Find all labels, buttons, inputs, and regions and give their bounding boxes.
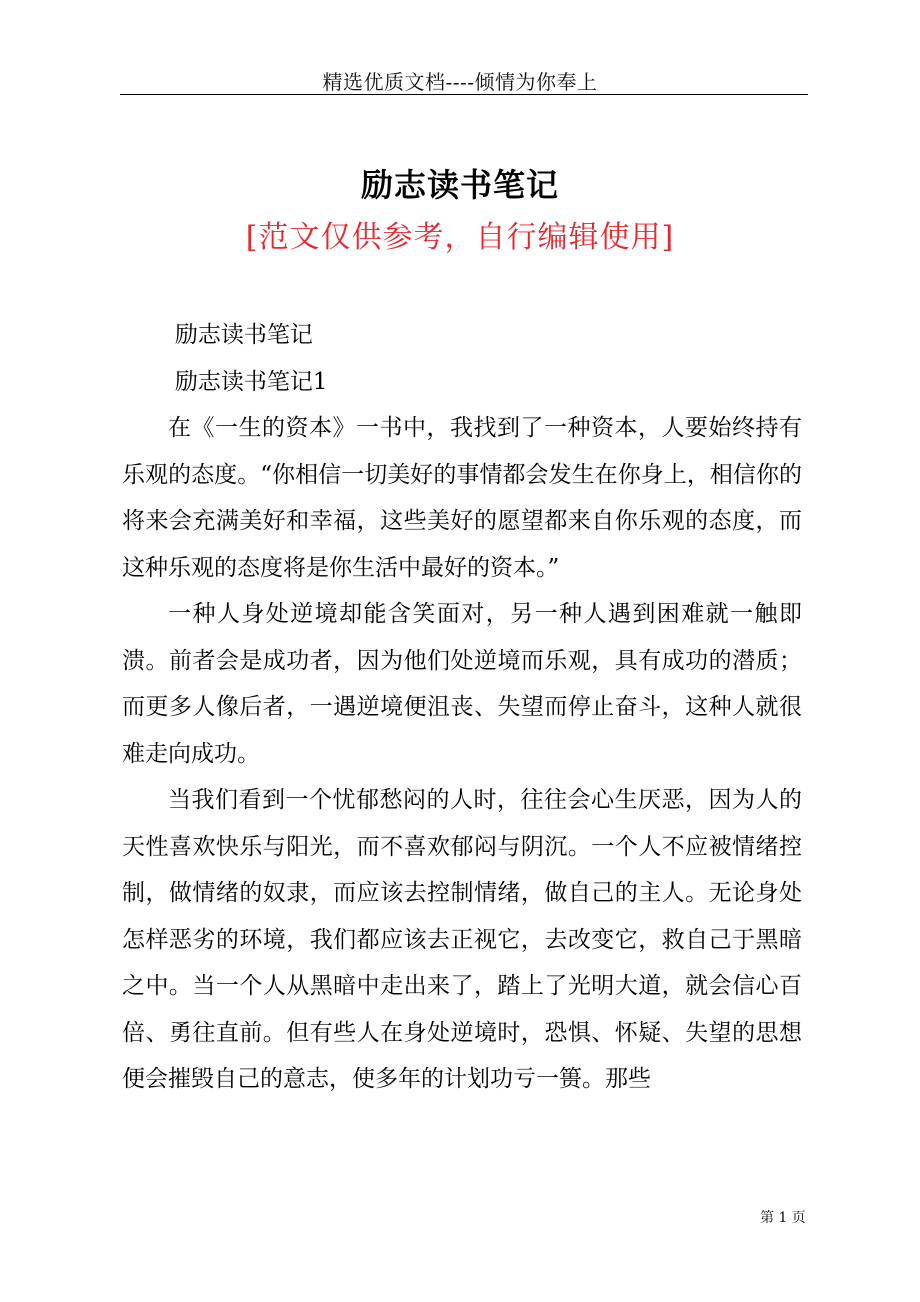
header-divider bbox=[120, 94, 808, 95]
document-subtitle: [范文仅供参考，自行编辑使用] bbox=[245, 220, 675, 255]
document-title: 励志读书笔记 bbox=[360, 166, 559, 204]
page-number: 第 1 页 bbox=[760, 1210, 806, 1226]
body-subheading: 励志读书笔记1 bbox=[174, 368, 328, 395]
body-paragraph: 当我们看到一个忧郁愁闷的人时，往往会心生厌恶，因为人的天性喜欢快乐与阳光，而不喜欢郁闷与阴沉。一个人不应被情绪控制，做情绪的奴隶，而应该去控制情绪，做自己的主人。无论身处怎样恶劣的环境，我们都应该去正视它，去改变它，救自己于黑暗之中。当一个人从黑暗中走出来了，踏上了光明大道，就会信心百倍、勇往直前。但有些人在身处逆境时，恐惧、怀疑、失望的思想便会摧毁自己的意志，使多年的计划功亏一篑。那些 bbox=[122, 787, 802, 1092]
body-heading: 励志读书笔记 bbox=[174, 322, 313, 348]
body-paragraph: 一种人身处逆境却能含笑面对，另一种人遇到困难就一触即溃。前者会是成功者，因为他们处逆境而乐观，具有成功的潜质；而更多人像后者，一遇逆境便沮丧、失望而停止奋斗，这种人就很难走向成功。 bbox=[122, 601, 802, 767]
body-paragraph: 在《一生的资本》一书中，我找到了一种资本，人要始终持有乐观的态度。“你相信一切美好的事情都会发生在你身上，相信你的将来会充满美好和幸福，这些美好的愿望都来自你乐观的态度，而这种乐观的态度将是你生活中最好的资本。” bbox=[122, 415, 802, 581]
document-body bbox=[122, 312, 802, 1103]
page-header-text: 精选优质文档----倾情为你奉上 bbox=[322, 70, 598, 94]
